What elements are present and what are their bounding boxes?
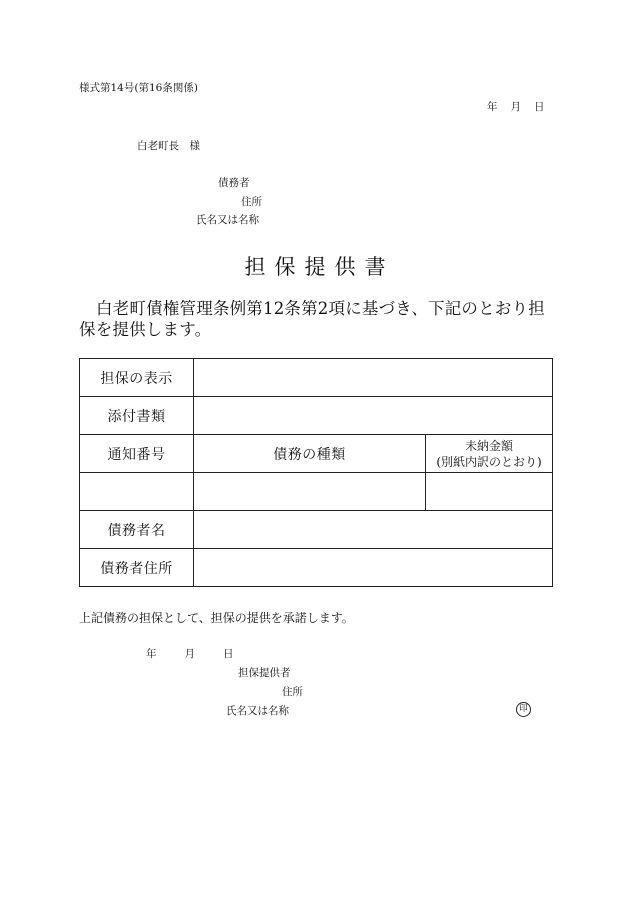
date-top: [487, 99, 545, 114]
provider-label: 担保提供者: [238, 667, 291, 679]
collateral-label: 担保の表示: [80, 359, 194, 397]
unpaid-amount-value[interactable]: [426, 473, 553, 511]
document-title: 担保提供書: [244, 255, 395, 279]
debt-type-label: 債務の種類: [194, 435, 426, 473]
table-row: [80, 397, 553, 435]
footer-date-year: 年: [146, 648, 157, 660]
table-row: [80, 359, 553, 397]
notice-number-value[interactable]: [80, 473, 194, 511]
debtor-name-row-label: 債務者名: [80, 511, 194, 549]
security-table: [79, 358, 553, 587]
debt-type-value[interactable]: [194, 473, 426, 511]
unpaid-amount-note: (別紙内訳のとおり): [436, 454, 542, 469]
date-year: 年: [487, 101, 498, 113]
unpaid-amount-label: 未納金額: [464, 438, 513, 453]
debtor-address-value[interactable]: [194, 549, 553, 587]
attachments-value[interactable]: [194, 397, 553, 435]
table-row: [80, 549, 553, 587]
attachments-label: 添付書類: [80, 397, 194, 435]
footer-date-month: 月: [184, 648, 195, 660]
addressee: 白老町長 様: [137, 140, 200, 152]
debtor-label: 債務者: [218, 177, 250, 189]
body-text: 白老町債権管理条例第12条第2項に基づき、下記のとおり担保を提供します。: [79, 299, 545, 339]
date-bottom: [146, 646, 234, 661]
provider-address-label: 住所: [282, 686, 303, 698]
unpaid-amount-header: [426, 435, 553, 473]
consent-text: 上記債務の担保として、担保の提供を承諾します。: [79, 611, 354, 625]
form-number: 様式第14号(第16条関係): [79, 82, 198, 94]
date-month: 月: [510, 101, 521, 113]
footer-date-day: 日: [223, 648, 234, 660]
date-day: 日: [534, 101, 545, 113]
collateral-value[interactable]: [194, 359, 553, 397]
debtor-name-label: 氏名又は名称: [196, 214, 259, 226]
seal-mark: 印: [516, 702, 531, 717]
table-row: [80, 435, 553, 473]
provider-name-label: 氏名又は名称: [226, 705, 289, 717]
table-row: [80, 473, 553, 511]
table-row: [80, 511, 553, 549]
debtor-name-value[interactable]: [194, 511, 553, 549]
notice-number-label: 通知番号: [80, 435, 194, 473]
debtor-address-row-label: 債務者住所: [80, 549, 194, 587]
debtor-address-label: 住所: [241, 196, 262, 208]
